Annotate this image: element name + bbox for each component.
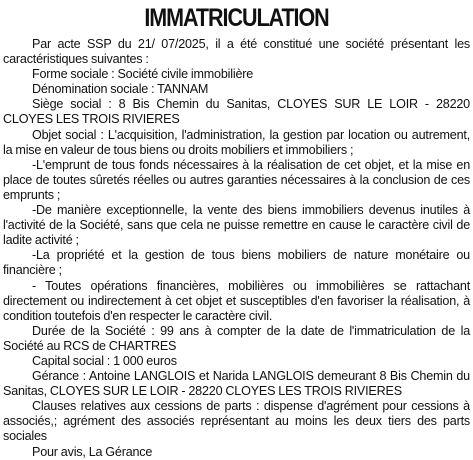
objet-vente-paragraph: -De manière exceptionnelle, la vente des biens immobiliers devenus inutiles à l'activité de la Société, sans que cela ne puisse remettre en cause le caractère civil de ladite activité ; bbox=[3, 203, 470, 248]
objet-social-paragraph: Objet social : L'acquisition, l'administration, la gestion par location ou autrement, la mise en valeur de tous biens ou droits mobiliers et immobiliers ; bbox=[3, 127, 470, 157]
forme-sociale-line: Forme sociale : Société civile immobilière bbox=[32, 67, 254, 82]
notice-body bbox=[3, 37, 470, 460]
siege-social-paragraph: Siège social : 8 Bis Chemin du Sanitas, CLOYES SUR LE LOIR - 28220 CLOYES LES TROIS RIVIERES bbox=[3, 97, 470, 127]
duree-paragraph: Durée de la Société : 99 ans à compter de la date de l'immatriculation de la Société au RCS de CHARTRES bbox=[3, 323, 470, 353]
clauses-paragraph: Clauses relatives aux cessions de parts : dispense d'agrément pour cessions à associés,; agrément des associés représentant au moins les deux tiers des parts sociales bbox=[3, 399, 470, 444]
capital-line: Capital social : 1 000 euros bbox=[32, 353, 177, 368]
gerance-paragraph: Gérance : Antoine LANGLOIS et Narida LANGLOIS demeurant 8 Bis Chemin du Sanitas, CLOYES SUR LE LOIR - 28220 CLOYES LES TROIS RIVIERES bbox=[3, 369, 470, 399]
notice-title: IMMATRICULATION bbox=[144, 4, 329, 32]
denomination-line: Dénomination sociale : TANNAM bbox=[32, 82, 209, 97]
intro-paragraph: Par acte SSP du 21/ 07/2025, il a été constitué une société présentant les caractéristiques suivantes : bbox=[3, 37, 470, 67]
objet-propriete-paragraph: -La propriété et la gestion de tous biens mobiliers de nature monétaire ou financière ; bbox=[3, 248, 470, 278]
signature-line: Pour avis, La Gérance bbox=[32, 444, 153, 459]
objet-operations-paragraph: - Toutes opérations financières, mobilières ou immobilières se rattachant directement ou indirectement à cet objet et susceptibles d'en favoriser la réalisation, à condition toutefois d'en respecter le caractère civil. bbox=[3, 278, 470, 323]
objet-emprunt-paragraph: -L'emprunt de tous fonds nécessaires à la réalisation de cet objet, et la mise en place de toutes sûretés réelles ou autres garanties nécessaires à la conclusion de ces emprunts ; bbox=[3, 157, 470, 202]
